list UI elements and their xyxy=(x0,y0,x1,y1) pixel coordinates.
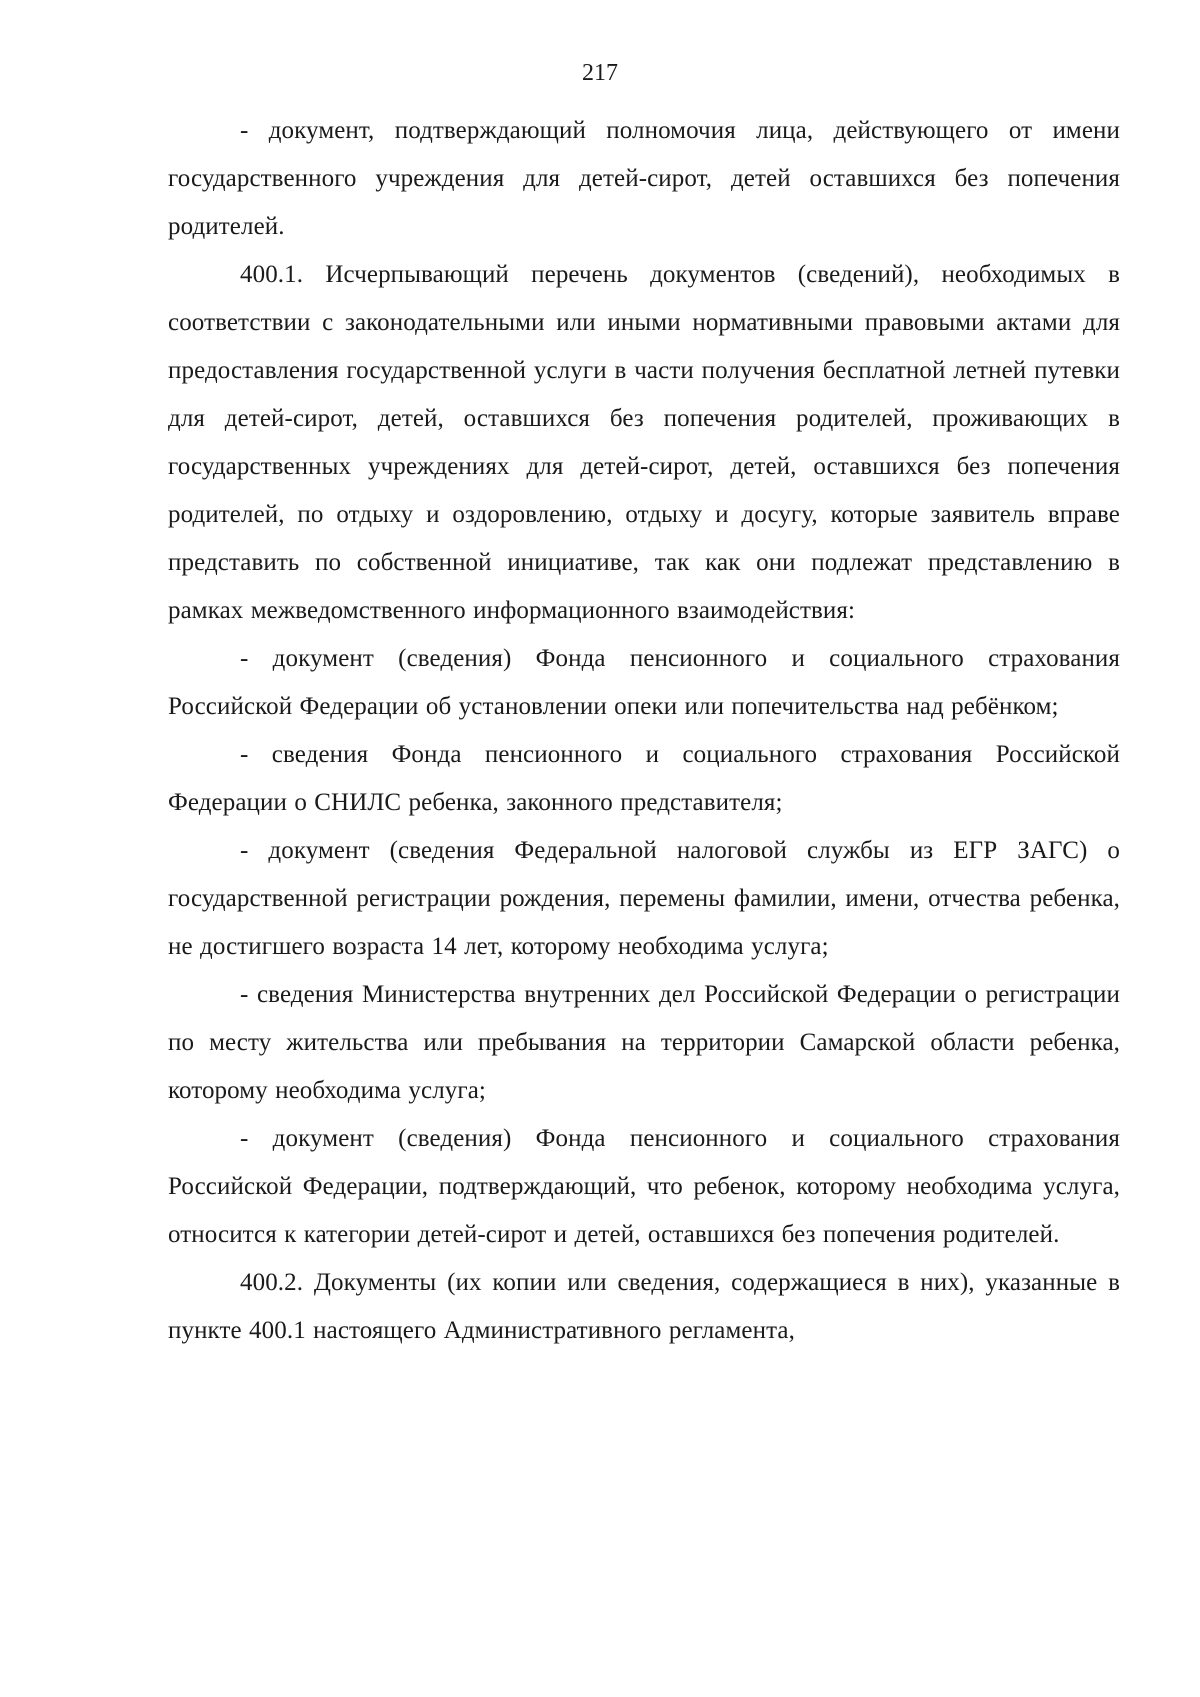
document-body xyxy=(168,107,1120,1355)
paragraph-authority-document: - документ, подтверждающий полномочия лица, действующего от имени государственного учреждения для детей-сирот, детей оставшихся без попечения родителей. xyxy=(168,117,1120,240)
paragraph-400-2: 400.2. Документы (их копии или сведения, содержащиеся в них), указанные в пункте 400.1 настоящего Административного регламента, xyxy=(168,1269,1120,1344)
list-item-orphan-category: - документ (сведения) Фонда пенсионного и социального страхования Российской Федерации, подтверждающий, что ребенок, которому необходима услуга, относится к категории детей-сирот и детей, оставшихся без попечения родителей. xyxy=(168,1125,1120,1248)
list-item-snils: - сведения Фонда пенсионного и социального страхования Российской Федерации о СНИЛС ребенка, законного представителя; xyxy=(168,741,1120,816)
paragraph-400-1: 400.1. Исчерпывающий перечень документов (сведений), необходимых в соответствии с законодательными или иными нормативными правовыми актами для предоставления государственной услуги в части получения бесплатной летней путевки для детей-сирот, детей, оставшихся без попечения родителей, проживающих в государственных учреждениях для детей-сирот, детей, оставшихся без попечения родителей, по отдыху и оздоровлению, отдыху и досугу, которые заявитель вправе представить по собственной инициативе, так как они подлежат представлению в рамках межведомственного информационного взаимодействия: xyxy=(168,261,1120,624)
list-item-residence-registration: - сведения Министерства внутренних дел Российской Федерации о регистрации по месту жительства или пребывания на территории Самарской области ребенка, которому необходима услуга; xyxy=(168,981,1120,1104)
list-item-birth-registration: - документ (сведения Федеральной налоговой службы из ЕГР ЗАГС) о государственной регистрации рождения, перемены фамилии, имени, отчества ребенка, не достигшего возраста 14 лет, которому необходима услуга; xyxy=(168,837,1120,960)
list-item-guardianship: - документ (сведения) Фонда пенсионного и социального страхования Российской Федерации об установлении опеки или попечительства над ребёнком; xyxy=(168,645,1120,720)
page-number: 217 xyxy=(582,60,618,86)
